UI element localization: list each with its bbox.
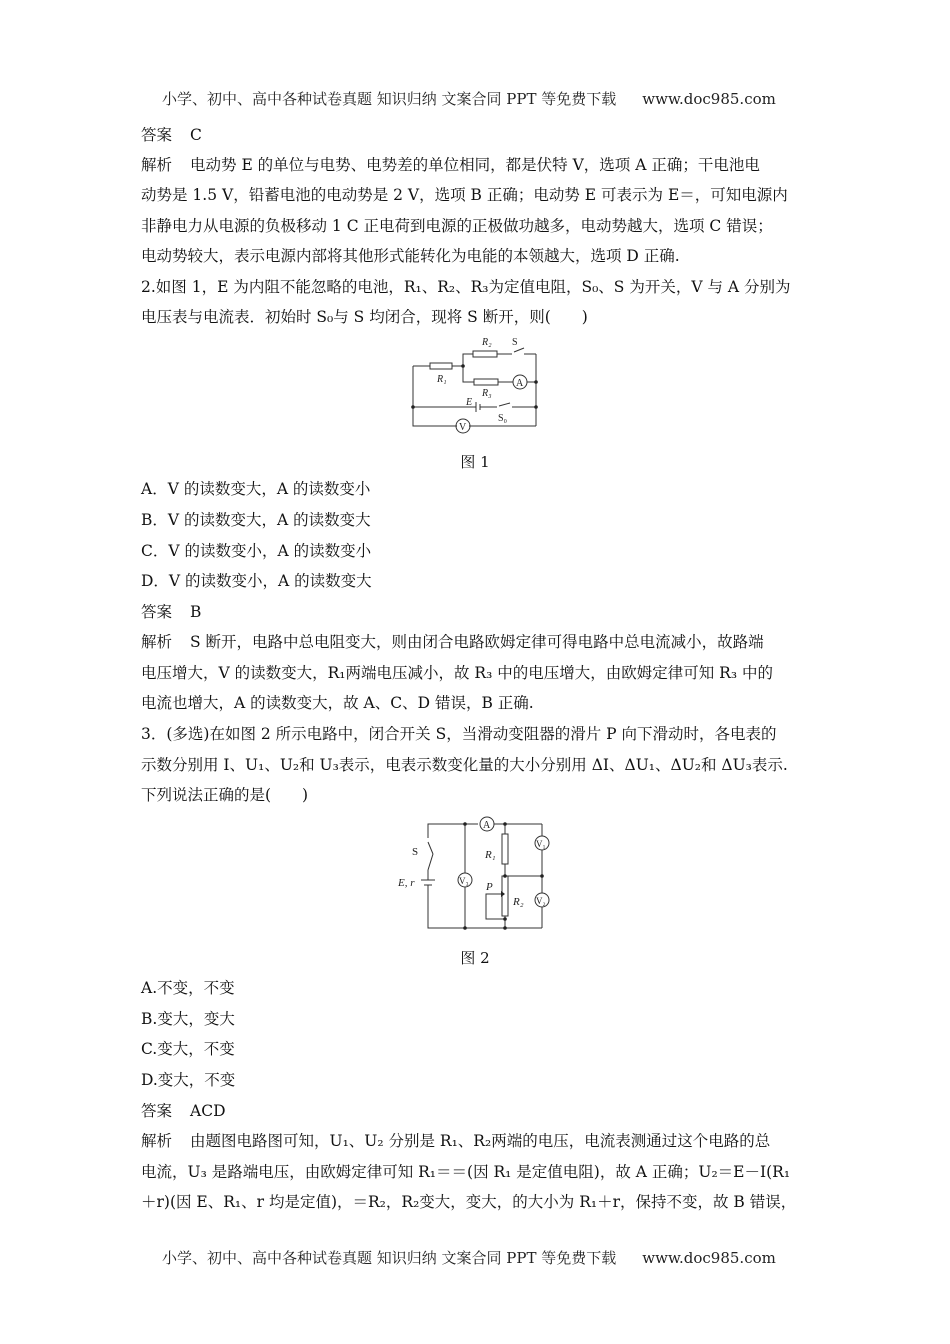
figure-2-caption: 图 2 — [460, 949, 490, 967]
q3-option: D.变大，不变 — [141, 1071, 236, 1089]
analysis-text: S 断开，电路中总电阻变大，则由闭合电路欧姆定律可得电路中总电流减小，故路端 — [190, 633, 764, 651]
label-r2: R₂ — [482, 337, 492, 348]
voltmeter-v2-label: V₂ — [536, 896, 546, 906]
answer-label: 答案 — [141, 126, 173, 144]
label-e: E — [466, 397, 473, 408]
label-r1: R₁ — [437, 374, 447, 385]
answer-value: ACD — [190, 1102, 226, 1120]
q3-option: A.不变，不变 — [141, 979, 235, 997]
q3-option: B.变大，变大 — [141, 1010, 235, 1028]
answer-value: B — [190, 603, 202, 621]
label-s0: S₀ — [498, 413, 508, 424]
header-url: www.doc985.com — [642, 90, 776, 108]
label-r3: R₃ — [482, 388, 492, 399]
q1-analysis-line: 非静电力从电源的负极移动 1 C 正电荷到电源的正极做功越多，电动势越大，选项 C 错误； — [141, 217, 773, 235]
figure-1-caption: 图 1 — [460, 453, 490, 471]
circuit-figure-1 — [400, 330, 560, 440]
analysis-text: 电动势 E 的单位与电势、电势差的单位相同，都是伏特 V，选项 A 正确；干电池电 — [190, 156, 760, 174]
label-s: S — [412, 846, 419, 858]
q1-answer — [141, 125, 202, 145]
q3-analysis-line: ＋r)(因 E、R₁、r 均是定值)，＝R₂，R₂变大，变大，的大小为 R₁＋r，保持不变，故 B 错误， — [141, 1193, 797, 1211]
page-header — [162, 88, 776, 109]
q1-analysis-line — [141, 155, 760, 175]
circuit-figure-2 — [395, 810, 565, 935]
q3-stem: 示数分别用 I、U₁、U₂和 U₃表示，电表示数变化量的大小分别用 ΔI、ΔU₁、ΔU₂和 ΔU₃表示. — [141, 756, 788, 774]
answer-label: 答案 — [141, 1102, 173, 1120]
voltmeter-label: V — [459, 422, 467, 433]
label-s: S — [512, 337, 518, 348]
q1-analysis-line: 电动势较大，表示电源内部将其他形式能转化为电能的本领越大，选项 D 正确. — [141, 247, 680, 265]
q2-stem: 电压表与电流表．初始时 S₀与 S 均闭合，现将 S 断开，则( ) — [141, 308, 588, 326]
label-er: E, r — [398, 877, 415, 889]
answer-value: C — [190, 126, 202, 144]
voltmeter-v1-label: V₁ — [536, 839, 546, 849]
q2-analysis-line — [141, 632, 764, 652]
page-footer — [162, 1247, 776, 1268]
q3-option: C.变大，不变 — [141, 1040, 235, 1058]
label-p: P — [486, 881, 493, 893]
q2-answer — [141, 602, 201, 622]
analysis-label: 解析 — [141, 1132, 173, 1150]
q3-stem: 3．(多选)在如图 2 所示电路中，闭合开关 S，当滑动变阻器的滑片 P 向下滑动时，各电表的 — [141, 725, 777, 743]
ammeter-label: A — [483, 820, 491, 831]
label-r1: R₁ — [485, 849, 496, 861]
q2-stem: 2.如图 1，E 为内阻不能忽略的电池，R₁、R₂、R₃为定值电阻，S₀、S 为开关，V 与 A 分别为 — [141, 278, 791, 296]
q3-answer — [141, 1101, 226, 1121]
answer-label: 答案 — [141, 603, 173, 621]
q2-option: C．V 的读数变小，A 的读数变小 — [141, 542, 372, 560]
analysis-label: 解析 — [141, 633, 173, 651]
q2-option: D．V 的读数变小，A 的读数变大 — [141, 572, 372, 590]
header-text: 小学、初中、高中各种试卷真题 知识归纳 文案合同 PPT 等免费下载 — [162, 90, 617, 108]
q1-analysis-line: 动势是 1.5 V，铅蓄电池的电动势是 2 V，选项 B 正确；电动势 E 可表示为 E＝，可知电源内 — [141, 186, 788, 204]
footer-text: 小学、初中、高中各种试卷真题 知识归纳 文案合同 PPT 等免费下载 — [162, 1249, 617, 1267]
q2-option: A．V 的读数变大，A 的读数变小 — [141, 480, 371, 498]
label-r2: R₂ — [513, 896, 524, 908]
q2-option: B．V 的读数变大，A 的读数变大 — [141, 511, 371, 529]
q3-stem: 下列说法正确的是( ) — [141, 786, 309, 804]
footer-url: www.doc985.com — [642, 1249, 776, 1267]
q3-analysis-line: 电流，U₃ 是路端电压，由欧姆定律可知 R₁＝＝(因 R₁ 是定值电阻)，故 A 正确；U₂＝E－I(R₁ — [141, 1163, 791, 1181]
analysis-label: 解析 — [141, 156, 173, 174]
ammeter-label: A — [516, 378, 524, 389]
analysis-text: 由题图电路图可知，U₁、U₂ 分别是 R₁、R₂两端的电压，电流表测通过这个电路的总 — [190, 1132, 771, 1150]
voltmeter-v3-label: V₃ — [459, 876, 469, 886]
q2-analysis-line: 电压增大，V 的读数变大，R₁两端电压减小，故 R₃ 中的电压增大，由欧姆定律可知 R₃ 中的 — [141, 664, 773, 682]
q3-analysis-line — [141, 1131, 770, 1151]
q2-analysis-line: 电流也增大，A 的读数变大，故 A、C、D 错误，B 正确. — [141, 694, 534, 712]
